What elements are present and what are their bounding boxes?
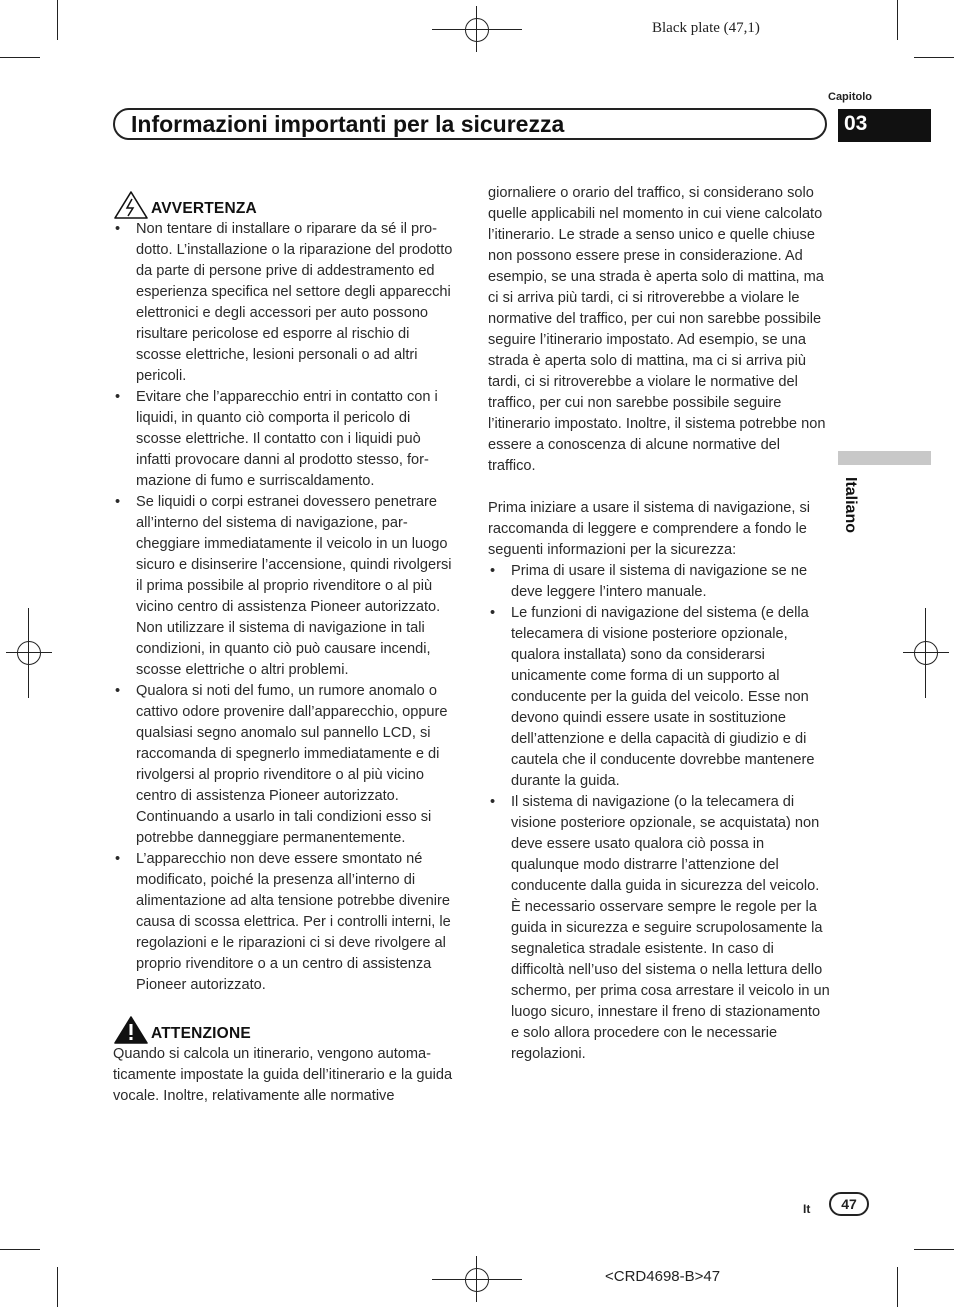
caution-text: Quando si calcola un itinerario, vengono automaticamente impostate la guida dell’itinerario e la guida vocale. Inoltre, relativamente alle normative (113, 1046, 453, 1104)
language-tab-label: Italiano (842, 476, 860, 534)
crop-mark (897, 1267, 898, 1307)
registration-mark-line (432, 1279, 522, 1280)
registration-mark-line (476, 1256, 477, 1302)
list-item: • L’apparecchio non deve essere smontato né modificato, poiché la presenza all’interno di alimentazione ad alta tensione potrebbe divenire causa di scossa elettrica. Per i controlli interni, le regolazioni e le riparazioni ci si deve rivolgere al proprio rivenditore o a un centro di assistenza Pioneer autorizzato. (113, 849, 458, 996)
list-item: • Qualora si noti del fumo, un rumore anomalo o cattivo odore provenire dall’apparecchio, oppure qualsiasi segno anomalo sul pannello LCD, si raccomanda di spegnerlo immediatamente e di rivolgersi al proprio rivenditore o al più vicino centro di assistenza Pioneer autorizzato. Continuando a usarlo in tali condizioni esso si potrebbe danneggiare permanentemente. (113, 681, 458, 849)
crop-mark (0, 57, 40, 58)
list-item: • Le funzioni di navigazione del sistema (e della telecamera di visione posteriore opzionale, qualora installata) sono da considerarsi unicamente come forma di un supporto al conducente per la guida del veicolo. Esse non devono quindi essere usate in sostituzione dell’attenzione e della capacità di giudizio e di cautela che il conducente dovrebbe mantenere durante la guida. (488, 603, 830, 792)
registration-mark (465, 1268, 489, 1292)
list-item: • Non tentare di installare o riparare da sé il prodotto. L’installazione o la riparazione del prodotto da parte di persone prive di addestramento ed esperienza specifica nel settore degli apparecchi elettronici e degli accessori per auto possono risultare pericolose ed esporre al rischio di scosse elettriche, lesioni personali o ad altri pericoli. (113, 219, 458, 387)
electric-shock-warning-icon (113, 191, 149, 219)
plate-label: Black plate (47,1) (652, 20, 760, 36)
crop-mark (0, 1249, 40, 1250)
warning-list (113, 219, 458, 996)
registration-mark-line (476, 6, 477, 52)
language-tab (842, 471, 872, 541)
crop-mark (57, 1267, 58, 1307)
warning-heading: AVVERTENZA (151, 200, 257, 217)
language-code: It (803, 1202, 811, 1216)
registration-mark-line (925, 608, 926, 698)
crop-mark (57, 0, 58, 40)
right-column (488, 183, 830, 1065)
registration-mark-line (903, 652, 949, 653)
safety-list (488, 561, 830, 1065)
chapter-label: Capitolo (828, 91, 872, 103)
caution-heading-row (113, 1014, 458, 1044)
registration-mark (17, 641, 41, 665)
exclamation-warning-icon (113, 1016, 149, 1044)
crop-mark (914, 1249, 954, 1250)
page-title: Informazioni importanti per la sicurezza (131, 111, 565, 137)
left-column (113, 189, 458, 1107)
registration-mark-line (6, 652, 52, 653)
warning-heading-row (113, 189, 458, 219)
list-item: • Prima di usare il sistema di navigazione se ne deve leggere l’intero manuale. (488, 561, 830, 603)
list-item: • Il sistema di navigazione (o la telecamera di visione posteriore opzionale, se acquistata) non deve essere usato qualora ciò possa in qualunque modo distrarre l’attenzione del conducente dalla guida in sicurezza del veicolo. È necessario osservare sempre le regole per la guida in sicurezza e seguire scrupolosamente la segnaletica stradale esistente. In caso di difficoltà nell’uso del sistema o nella lettura dello schermo, per prima cosa arrestare il veicolo in un luogo sicuro, innestare il freno di stazionamento e solo allora procedere con le necessarie regolazioni. (488, 792, 830, 1065)
intro-paragraph: Prima iniziare a usare il sistema di navigazione, si raccomanda di leggere e comprendere a fondo le seguenti informazioni per la sicurezza: (488, 500, 811, 558)
registration-mark-line (432, 29, 522, 30)
page-number: 47 (829, 1192, 869, 1216)
caution-heading: ATTENZIONE (151, 1025, 251, 1042)
crop-mark (897, 0, 898, 40)
crop-mark (914, 57, 954, 58)
chapter-number: 03 (838, 109, 931, 142)
list-item: • Evitare che l’apparecchio entri in contatto con i liquidi, in quanto ciò comporta il pericolo di scosse elettriche. Il contatto con i liquidi può infatti provocare danni al prodotto stesso, formazione di fumo e surriscaldamento. (113, 387, 458, 492)
language-tab-bar (838, 451, 931, 465)
registration-mark-line (28, 608, 29, 698)
registration-mark (465, 18, 489, 42)
caution-text-continued: giornaliere o orario del traffico, si considerano solo quelle applicabili nel momento in cui viene calcolato l’itinerario. Le strade a senso unico e quelle chiuse non possono essere prese in considerazione. Ad esempio, se una strada è aperta solo di mattina, ma ci si arriva più tardi, ci si ritroverebbe a violare le normative del traffico, per cui non sarebbe possibile seguire l’itinerario impostato. Ad esempio, se una strada è aperta solo di mattina, ma ci si arriva più tardi, ci si ritroverebbe a violare le normative del traffico, per cui non sarebbe possibile seguire l’itinerario impostato. Inoltre, il sistema potrebbe non essere a conoscenza di alcune normative del traffico. (488, 185, 826, 474)
registration-mark (914, 641, 938, 665)
document-code: <CRD4698-B>47 (605, 1268, 721, 1285)
list-item: • Se liquidi o corpi estranei dovessero penetrare all’interno del sistema di navigazione, parcheggiare immediatamente il veicolo in un luogo sicuro e disinserire l’accensione, quindi rivolgersi il prima possibile al proprio rivenditore o al più vicino centro di assistenza Pioneer autorizzato. Non utilizzare il sistema di navigazione in tali condizioni, in quanto ciò può causare incendi, scosse elettriche o altri problemi. (113, 492, 458, 681)
